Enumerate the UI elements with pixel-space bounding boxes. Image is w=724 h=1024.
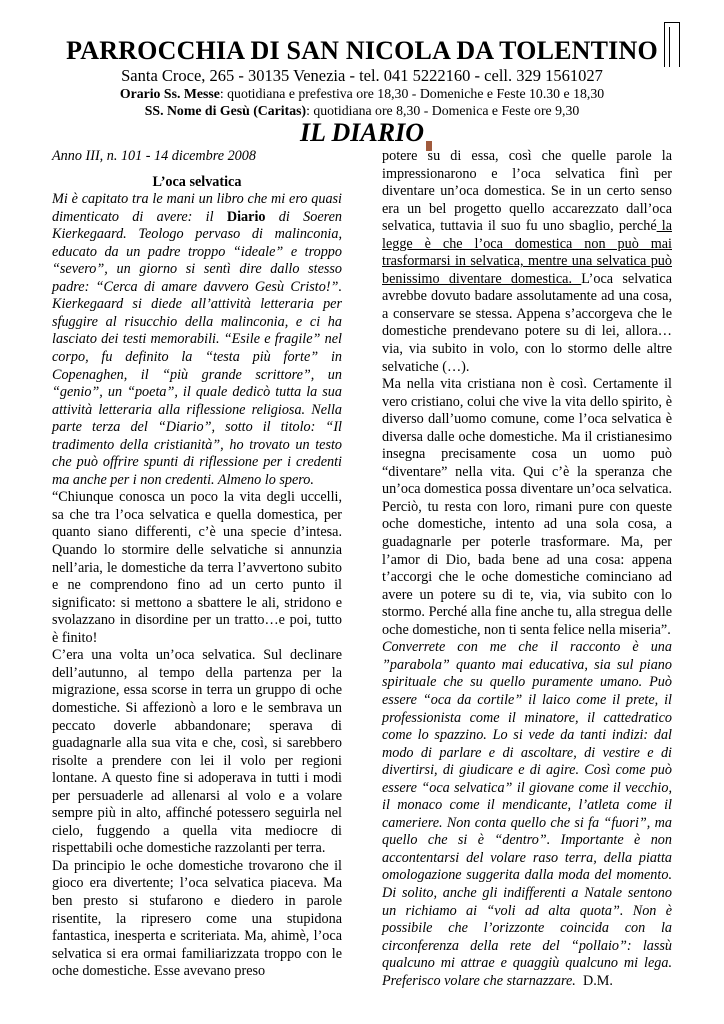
signature: D.M. [582, 972, 613, 989]
paragraph-4-b: L’oca selvatica avrebbe dovuto badare assolutamente ad una cosa, a conservare se stessa. Appena s’accorgeva che le domestiche prendevano potere su di lei, allora…via, via subito in volo, con lo stormo delle altre selvatiche (…). [382, 270, 673, 375]
issue-info: Anno III, n. 101 - 14 dicembre 2008 [52, 148, 256, 164]
caritas-hours-label: SS. Nome di Gesù (Caritas) [144, 103, 307, 118]
newsletter-title: IL DIARIO [299, 118, 424, 147]
paragraph-4 [382, 148, 672, 376]
paragraph-6 [382, 639, 672, 990]
intro-diario: Diario [226, 208, 266, 225]
intro-text-b: di Soeren Kierkegaard. Teologo pervaso di malinconia, educato da un padre troppo “ideale” e troppo “severo”, un giorno si sentì dire dallo stesso padre: “Cerca di amare davvero Gesù Cristo!”. Kierkegaard si diede all’attività letteraria per sfuggire al risucchio della malinconia, e ci ha lasciato dei testi memorabili. “Esile e fragile” nel corpo, fu definito la “testa più forte” in Copenaghen, il “più grande scrittore”, un “genio”, un “poeta”, il quale dedicò tutta la sua attività letteraria alla riflessione religiosa. Nella parte terza del “Diario”, sotto il titolo: “Il tradimento della cristianità”, ho trovato un testo che può offrire spunti di riflessione per i credenti ma anche per i non credenti. Almeno lo spero. [52, 208, 343, 488]
parish-title: PARROCCHIA DI SAN NICOLA DA TOLENTINO [66, 36, 658, 65]
article-column-left [52, 148, 342, 981]
mass-hours-text: : quotidiana e prefestiva ore 18,30 - Domeniche e Feste 10.30 e 18,30 [219, 86, 605, 101]
paragraph-4-a: potere su di essa, così che quelle parole la impressionarono e l’oca selvatica finì per diventare un’oca domestica. Se in un certo senso era un bel progetto quello accarezzato dall’oca selvatica, tuttavia il suo fu uno sbaglio, perché [382, 148, 672, 235]
paragraph-2: C’era una volta un’oca selvatica. Sul declinare dell’autunno, al tempo della partenza per la migrazione, essa scorse in terra un gruppo di oche domestiche. Si affezionò a loro e le sembrava un peccato doverle abbandonare; sperava di guadagnarle alla sua vita e che, così, si sarebbero risolte a prendere con lei il volo per regioni lontane. A questo fine si adoperava in tutti i modi per persuaderle ad allenarsi al volo e a volare sempre più in alto, affinché potessero seguirla nel cielo, fuggendo a quella vita mediocre di rispettabili oche domestiche razzolanti per terra. [52, 647, 342, 857]
article-title: L’oca selvatica [152, 173, 242, 190]
intro-text-a: Mi è capitato tra le mani un libro che mi ero quasi dimenticato di avere: il [52, 191, 342, 225]
paragraph-5: Ma nella vita cristiana non è così. Certamente il vero cristiano, colui che vive la vita dello spirito, è diverso dall’uomo comune, come l’oca selvatica è diversa dalle oche domestiche. Ma il cristianesimo insegna precisamente cosa un uomo può “diventare” nella vita. Qui c’è la speranza che un’oca domestica possa diventare un’oca selvatica. Perciò, tu resta con loro, rimani pure con queste oche domestiche, intento ad una sola cosa, a guadagnarle per poterle trasformare. Ma, per l’amor di Dio, bada bene ad una cosa: appena t’accorgi che le oche domestiche cominciano ad avere un potere su di te, via, via subito con lo stormo. Perché alla fine anche tu, alla stregua delle oche domestiche, non ti senta felice nella miseria”. [382, 376, 672, 638]
caritas-hours [0, 103, 724, 119]
paragraph-6-text: Converrete con me che il racconto è una ”parabola” quanto mai educativa, sia sul piano spirituale che su quello puramente umano. Può essere “oca da cortile” il laico come il prete, il professionista come il minatore, il cattedratico come lo spazzino. Lo si vede da tanti indizi: dal modo di parlare e di ascoltare, di vestire e di divertirsi, di giudicare e di agire. Così come può essere “oca selvatica” il giovane come il vecchio, il monaco come il mendicante, l’atleta come il cameriere. Non conta quello che si fa “fuori”, ma quello che si è “dentro”. Importante è non accontentarsi del volare raso terra, della piatta omologazione suggerita dalla moda del momento. Di solito, anche gli indifferenti a Natale sentono un richiamo ai “voli ad alta quota”. Non è possibile che l’orizzonte coincida con la circonferenza della rete del “pollaio”: lassù qualcuno mi attrae e quaggiù qualcuno mi lega. Preferisco volare che starnazzare. [382, 639, 672, 989]
article-column-right [382, 148, 672, 990]
mass-hours-label: Orario Ss. Messe [119, 86, 220, 101]
parish-address: Santa Croce, 265 - 30135 Venezia - tel. 041 5222160 - cell. 329 1561027 [121, 66, 603, 85]
mass-hours [0, 86, 724, 102]
paragraph-1: “Chiunque conosca un poco la vita degli uccelli, sa che tra l’oca selvatica e quella domestica, per quanto siano differenti, c’è una specie d’intesa. Quando lo stormire delle selvatiche si annunzia nell’aria, le domestiche da terra l’avvertono subito e ne comprendono fino ad un certo punto il significato: si mettono a sbattere le ali, stridono e svolazzano in disordine per un tratto…e poi, tutto è finito! [52, 489, 342, 646]
article-intro [52, 191, 342, 489]
caritas-hours-text: : quotidiana ore 8,30 - Domenica e Feste ore 9,30 [306, 103, 580, 118]
paragraph-4-underlined: la legge è che l’oca domestica non può mai trasformarsi in selvatica, mentre una selvatica può benissimo diventare domestica. [382, 218, 672, 287]
paragraph-3: Da principio le oche domestiche trovarono che il gioco era divertente; l’oca selvatica piaceva. Ma ben presto si stufarono e diedero in parole risentite, la ripresero come una stupidona fantastica, inesperta e scriteriata. Ma, ahimè, l’oca selvatica si era ormai familiarizzata troppo con le oche domestiche. Esse avevano preso [52, 857, 342, 980]
